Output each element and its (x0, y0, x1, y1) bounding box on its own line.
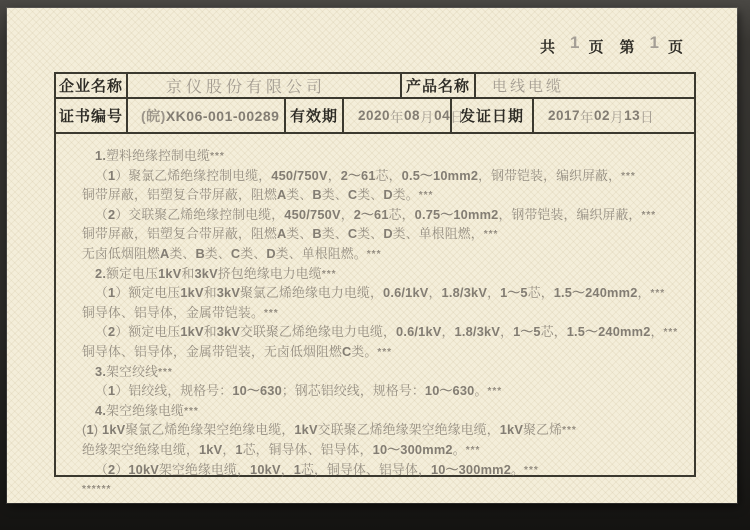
scope-line: 4.架空绝缘电缆*** (95, 402, 199, 418)
validity-label: 有效期 (286, 99, 344, 132)
page-header (540, 33, 685, 57)
total-pages-suffix: 页 (588, 40, 606, 56)
scope-line: （2）10kV架空绝缘电缆，10kV，1芯，铜导体、铝导体，10～300mm2。*** (95, 461, 539, 477)
company-product-row (56, 74, 694, 99)
scope-line: 铜带屏蔽，铝塑复合带屏蔽，阻燃A类、B类、C类、D类、单根阻燃，*** (82, 226, 499, 242)
license-scope-text (56, 138, 694, 496)
company-name-value: 京仪股份有限公司 (128, 74, 402, 97)
scope-line: 铜导体、铝导体，金属带铠装。*** (82, 304, 279, 320)
scope-line: (1) 1kV聚氯乙烯绝缘架空绝缘电缆，1kV交联聚乙烯绝缘架空绝缘电缆，1kV聚乙烯*** (82, 422, 577, 438)
scope-line: ****** (82, 484, 112, 496)
scope-line: 铜带屏蔽，铝塑复合带屏蔽，阻燃A类、B类、C类、D类。*** (82, 187, 434, 203)
certificate-box (54, 72, 696, 496)
product-name-label: 产品名称 (402, 74, 476, 97)
scope-line: （1）聚氯乙烯绝缘控制电缆，450/750V，2～61芯，0.5～10mm2，钢带铠装，编织屏蔽，*** (95, 167, 636, 183)
cert-number-value: (皖) XK06-001-00289 (128, 99, 286, 132)
scope-line: 1.塑料绝缘控制电缆*** (95, 148, 225, 163)
current-page-number: 1 (649, 33, 659, 52)
current-page-suffix: 页 (667, 40, 685, 56)
cert-number-label: 证书编号 (56, 99, 128, 132)
scope-line: （2）额定电压1kV和3kV交联聚乙烯绝缘电力电缆，0.6/1kV，1.8/3kV，1～5芯，1.5～240mm2，*** (95, 324, 679, 340)
scope-line: （1）铝绞线，规格号：10～630；钢芯铝绞线，规格号：10～630。*** (95, 383, 503, 399)
scope-line: 2.额定电压1kV和3kV挤包绝缘电力电缆*** (95, 265, 337, 281)
scope-line: 3.架空绞线*** (95, 363, 173, 379)
issue-date-label: 发证日期 (452, 99, 534, 132)
certificate-paper (7, 8, 737, 503)
scope-line: 无卤低烟阻燃A类、B类、C类、D类、单根阻燃。*** (82, 245, 382, 261)
scope-line: （2）交联聚乙烯绝缘控制电缆，450/750V，2～61芯，0.75～10mm2，钢带铠装，编织屏蔽，*** (95, 206, 657, 222)
company-name-label: 企业名称 (56, 74, 128, 97)
certificate-detail-row (56, 99, 694, 134)
scope-line: 铜导体、铝导体，金属带铠装，无卤低烟阻燃C类。*** (82, 343, 393, 359)
product-name-value: 电线电缆 (492, 78, 565, 95)
current-page-prefix: 第 (619, 40, 637, 56)
validity-value: 2020 年 08 月 04 日 (344, 99, 452, 132)
scope-line: 绝缘架空绝缘电缆，1kV，1芯，铜导体、铝导体，10～300mm2。*** (82, 441, 481, 457)
issue-date-value: 2017 年 02 月 13 日 (548, 108, 655, 125)
scope-line: （1）额定电压1kV和3kV聚氯乙烯绝缘电力电缆，0.6/1kV，1.8/3kV，1～5芯，1.5～240mm2，*** (95, 285, 666, 301)
total-pages-prefix: 共 (540, 40, 558, 56)
total-pages-number: 1 (570, 33, 580, 52)
